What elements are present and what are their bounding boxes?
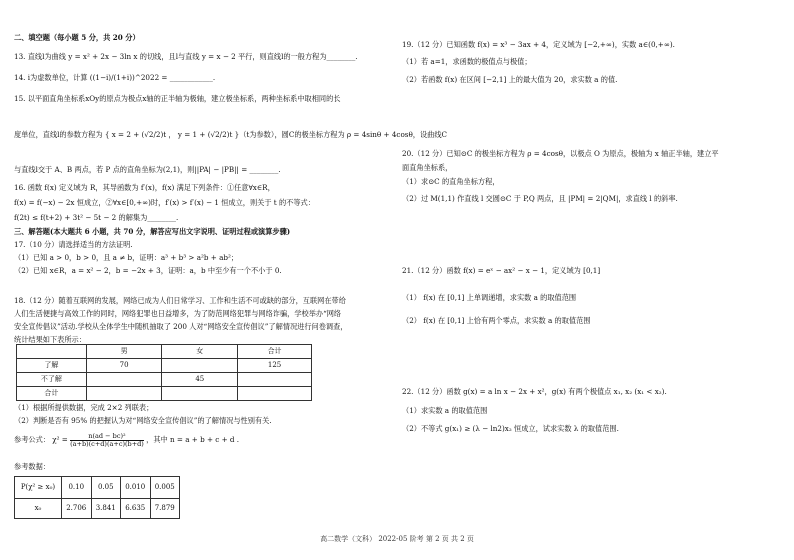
question-20-line2: 面直角坐标系， — [402, 163, 453, 172]
table-cell: P(χ² ≥ x₀) — [15, 477, 62, 499]
table-cell — [86, 373, 162, 387]
question-18-line1: 18.（12 分）随着互联网的发展，网络已成为人们日常学习、工作和生活不可或缺的部分，互联网在带给 — [14, 296, 346, 305]
table-cell: 了解 — [17, 359, 87, 373]
table-cell: 0.10 — [62, 477, 92, 499]
table-cell: 不了解 — [17, 373, 87, 387]
reference-formula-label: 参考公式： — [14, 435, 50, 444]
question-16-line2: f(x) = f(−x) − 2x 恒成立，②∀x∈[0,+∞)时，f′(x) > f′(x) − 1 恒成立，则关于 t 的不等式： — [14, 198, 315, 207]
question-22: 22.（12 分）函数 g(x) = a ln x − 2x + x²，g(x) 有两个极值点 x₁, x₂ (x₁ < x₂). — [402, 387, 667, 396]
table-cell: 0.05 — [91, 477, 121, 499]
table-cell: 0.010 — [121, 477, 151, 499]
question-18-part1: （1）根据所提供数据，完成 2×2 列联表； — [14, 403, 154, 412]
table-cell: 7.879 — [150, 499, 180, 519]
table-cell: 合计 — [238, 345, 312, 359]
table-cell: 70 — [86, 359, 162, 373]
table-header-row — [17, 345, 312, 359]
fraction-denominator: (a+b)(c+d)(a+c)(b+d) — [70, 439, 144, 448]
table-cell — [162, 359, 238, 373]
question-18-line2: 人们生活便捷与高效工作的同时，网络犯罪也日益增多，为了防范网络犯罪与网络诈骗，学校举办“网络 — [14, 309, 342, 318]
question-18-line3: 安全宣传倡议”活动.学校从全体学生中随机抽取了 200 人对“网络安全宣传倡议”了解情况进行问卷调查， — [14, 322, 348, 331]
table-cell: 合计 — [17, 387, 87, 401]
table-cell: 2.706 — [62, 499, 92, 519]
contingency-table — [16, 344, 312, 401]
table-cell: x₀ — [15, 499, 62, 519]
reference-formula-fraction — [70, 433, 144, 447]
table-cell: 45 — [162, 373, 238, 387]
question-19-part2: （2）若函数 f(x) 在区间 [−2,1] 上的最大值为 20，求实数 a 的值. — [402, 75, 618, 84]
reference-formula-lhs: χ² = — [52, 435, 68, 444]
table-cell: 0.005 — [150, 477, 180, 499]
table-row — [15, 499, 180, 519]
question-18-part2: （2）判断是否有 95% 的把握认为对“网络安全宣传倡议”的了解情况与性别有关. — [14, 416, 272, 425]
table-row — [17, 359, 312, 373]
table-cell — [162, 387, 238, 401]
question-15-line1: 15. 以平面直角坐标系xOy的原点为极点x轴的正半轴为极轴，建立极坐标系，两种坐标系中取相同的长 — [14, 94, 341, 103]
question-19-part1: （1）若 a=1，求函数的极值点与极值； — [402, 57, 532, 66]
table-cell — [238, 373, 312, 387]
question-15-line2: 度单位，直线l的参数方程为 { x = 2 + (√2/2)t ， y = 1 + (√2/2)t }（t为参数），圆C的极坐标方程为 ρ = 4sinθ + 4cosθ，设曲线C — [14, 130, 448, 139]
reference-formula — [14, 433, 239, 447]
question-13: 13. 直线l为曲线 y = x² + 2x − 3ln x 的切线，且l与直线 y = x − 2 平行，则直线l的一般方程为________. — [14, 52, 358, 61]
question-20-part1: （1）求⊙C 的直角坐标方程， — [402, 177, 500, 186]
question-18-line4: 统计结果如下表所示： — [14, 335, 86, 344]
question-16-line3: f(2t) ≤ f(t+2) + 3t² − 5t − 2 的解集为________. — [14, 213, 179, 222]
table-cell: 3.841 — [91, 499, 121, 519]
question-17-part1: （1）已知 a > 0，b > 0，且 a ≠ b，证明：a³ + b³ > a²b + ab²； — [14, 253, 239, 262]
question-19: 19.（12 分）已知函数 f(x) = x³ − 3ax + 4，定义域为 [−2,+∞)，实数 a∈(0,+∞). — [402, 40, 675, 49]
fraction-numerator: n(ad − bc)² — [70, 433, 144, 441]
table-cell: 6.635 — [121, 499, 151, 519]
question-22-part2: （2）不等式 g(x₁) ≥ (λ − ln2)x₂ 恒成立，试求实数 λ 的取值范围. — [402, 424, 619, 433]
table-cell — [238, 387, 312, 401]
question-21-part1: （1） f(x) 在 [0,1] 上单调递增，求实数 a 的取值范围 — [402, 293, 577, 302]
question-14: 14. i为虚数单位，计算 ((1−i)/(1+i))^2022 = ____________. — [14, 73, 216, 82]
question-15-line3: 与直线l交于 A、B 两点，若 P 点的直角坐标为(2,1)，则||PA| − |PB|| = ________. — [14, 165, 281, 174]
section-fill-in-heading: 二、填空题（每小题 5 分，共 20 分） — [14, 33, 140, 42]
page-footer: 高二数学（文科） 2022-05 阶考 第 2 页 共 2 页 — [320, 535, 474, 543]
reference-data-label: 参考数据： — [14, 462, 50, 471]
question-16-line1: 16. 函数 f(x) 定义域为 R，其导函数为 f′(x)，f(x) 满足下列条件：①任意∀x∈R， — [14, 183, 275, 192]
table-cell: 125 — [238, 359, 312, 373]
question-21: 21.（12 分）函数 f(x) = eˣ − ax² − x − 1，定义域为 [0,1] — [402, 266, 601, 275]
question-17-part2: （2）已知 x∈R，a = x² − 2，b = −2x + 3，证明：a，b 中至少有一个不小于 0. — [14, 266, 282, 275]
question-21-part2: （2） f(x) 在 [0,1] 上恰有两个零点，求实数 a 的取值范围 — [402, 316, 591, 325]
table-row — [17, 373, 312, 387]
question-20-line1: 20.（12 分）已知⊙C 的极坐标方程为 ρ = 4cosθ，以极点 O 为原点，极轴为 x 轴正半轴，建立平 — [402, 149, 719, 158]
table-cell — [17, 345, 87, 359]
section-answer-heading: 三、解答题(本大题共 6 小题，共 70 分，解答应写出文字说明、证明过程或演算步骤) — [14, 227, 291, 236]
question-20-part2: （2）过 M(1,1) 作直线 l 交圆⊙C 于 P,Q 两点，且 |PM| = 2|QM|，求直线 l 的斜率. — [402, 194, 678, 203]
table-cell — [86, 387, 162, 401]
table-row — [15, 477, 180, 499]
table-cell: 男 — [86, 345, 162, 359]
table-row — [17, 387, 312, 401]
question-22-part1: （1）求实数 a 的取值范围 — [402, 406, 488, 415]
question-17: 17.（10 分）请选择适当的方法证明. — [14, 240, 133, 249]
reference-formula-tail: ，其中 n = a + b + c + d . — [146, 435, 240, 444]
table-cell: 女 — [162, 345, 238, 359]
critical-value-table — [14, 476, 180, 519]
